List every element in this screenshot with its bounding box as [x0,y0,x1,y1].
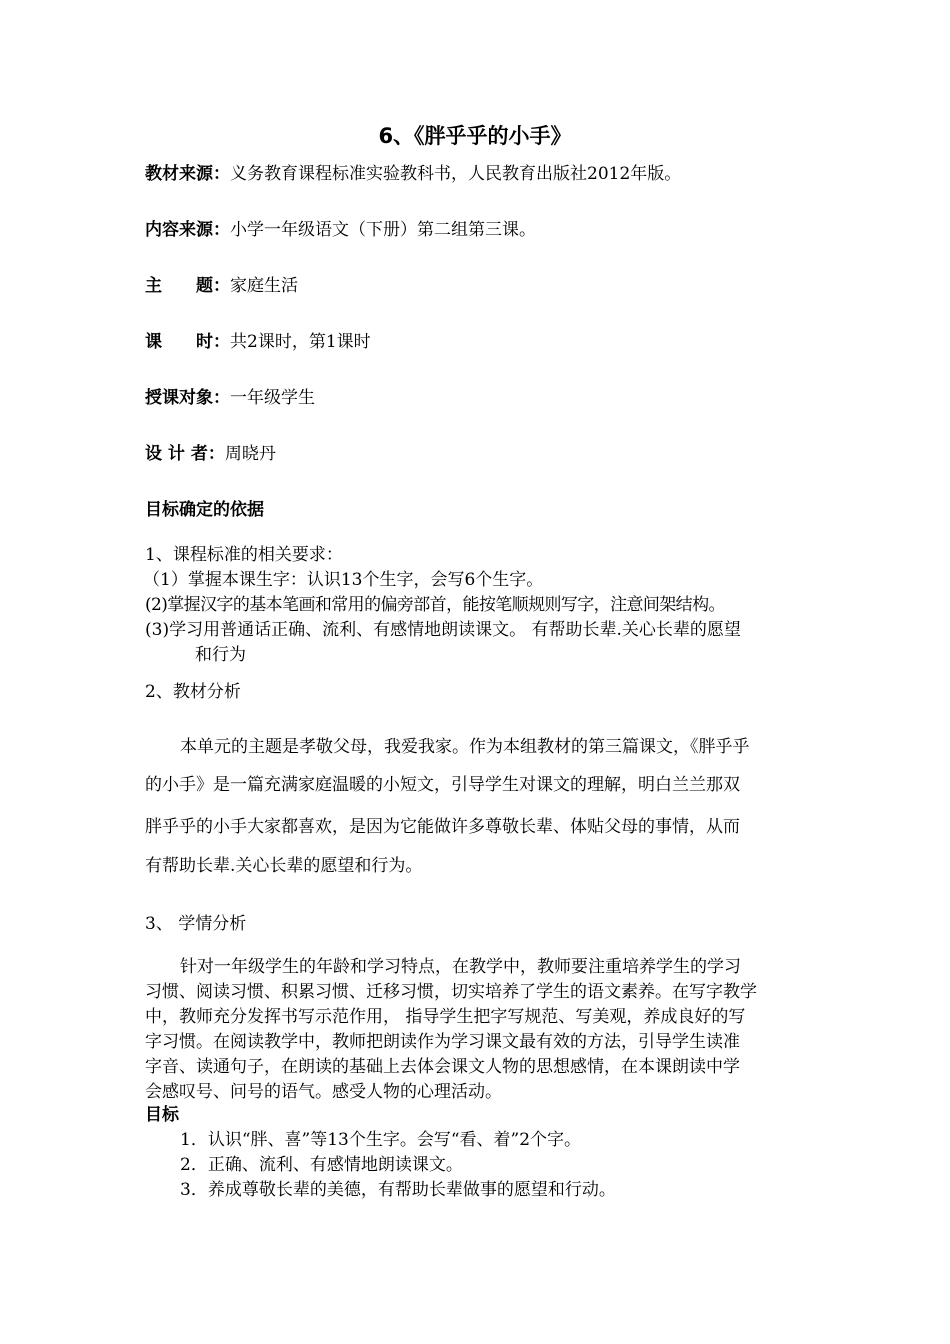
goal-item: 2．正确、流利、有感情地朗读课文。 [180,1155,463,1175]
meta-key: 教材来源： [145,164,230,184]
page-title: 6、《胖乎乎的小手》 [378,124,572,148]
meta-row-content-source [145,218,536,242]
meta-key: 设 计 者： [145,444,225,464]
learner-line: 中，教师充分发挥书写示范作用， 指导学生把字写规范、写美观，养成良好的写 [145,1007,746,1027]
goal-item: 1．认识“胖、喜”等13个生字。会写“看、着”2个字。 [180,1130,582,1150]
analysis-line: 本单元的主题是孝敬父母，我爱我家。作为本组教材的第三篇课文，《胖乎乎 [180,737,750,757]
meta-key: 主 题： [145,276,230,296]
meta-value: 共2课时，第1课时 [230,332,371,352]
learner-line: 针对一年级学生的年龄和学习特点，在教学中，教师要注重培养学生的学习 [180,957,741,977]
analysis-line: 胖乎乎的小手大家都喜欢，是因为它能做许多尊敬长辈、体贴父母的事情，从而 [145,817,740,837]
goal-item: 3．养成尊敬长辈的美德，有帮助长辈做事的愿望和行动。 [180,1180,616,1200]
analysis-line: 的小手》是一篇充满家庭温暖的小短文，引导学生对课文的理解，明白兰兰那双 [145,775,740,795]
meta-row-textbook-source [145,162,681,186]
learner-line: 字习惯。在阅读教学中，教师把朗读作为学习课文最有效的方法，引导学生读准 [145,1032,740,1052]
analysis-heading: 2、教材分析 [145,682,241,702]
standards-heading: 1、课程标准的相关要求： [145,545,343,565]
meta-value: 义务教育课程标准实验教科书，人民教育出版社2012年版。 [230,164,682,184]
standards-item: (2)掌握汉字的基本笔画和常用的偏旁部首，能按笔顺规则写字，注意间架结构。 [145,595,725,615]
meta-row-audience [145,386,315,410]
meta-row-theme [145,274,298,298]
meta-value: 家庭生活 [230,276,298,296]
standards-item: （1）掌握本课生字：认识13个生字，会写6个生字。 [143,570,544,590]
standards-item-continued: 和行为 [195,645,246,665]
basis-heading: 目标确定的依据 [145,500,264,520]
analysis-line: 有帮助长辈.关心长辈的愿望和行为。 [145,856,423,876]
standards-item: (3)学习用普通话正确、流利、有感情地朗读课文。 有帮助长辈.关心长辈的愿望 [145,620,741,640]
meta-value: 一年级学生 [230,388,315,408]
meta-value: 小学一年级语文（下册）第二组第三课。 [230,220,536,240]
learner-line: 字音、读通句子，在朗读的基础上去体会课文人物的思想感情，在本课朗读中学 [145,1057,740,1077]
learner-line: 会感叹号、问号的语气。感受人物的心理活动。 [145,1082,502,1102]
learner-line: 习惯、阅读习惯、积累习惯、迁移习惯，切实培养了学生的语文素养。在写字教学 [145,982,757,1002]
meta-key: 内容来源： [145,220,230,240]
meta-key: 课 时： [145,332,230,352]
meta-value: 周晓丹 [224,444,276,464]
goals-heading: 目标 [145,1105,179,1125]
meta-row-designer [145,442,276,466]
learner-heading: 3、 学情分析 [145,914,247,934]
meta-key: 授课对象： [145,388,230,408]
meta-row-periods [145,330,371,354]
